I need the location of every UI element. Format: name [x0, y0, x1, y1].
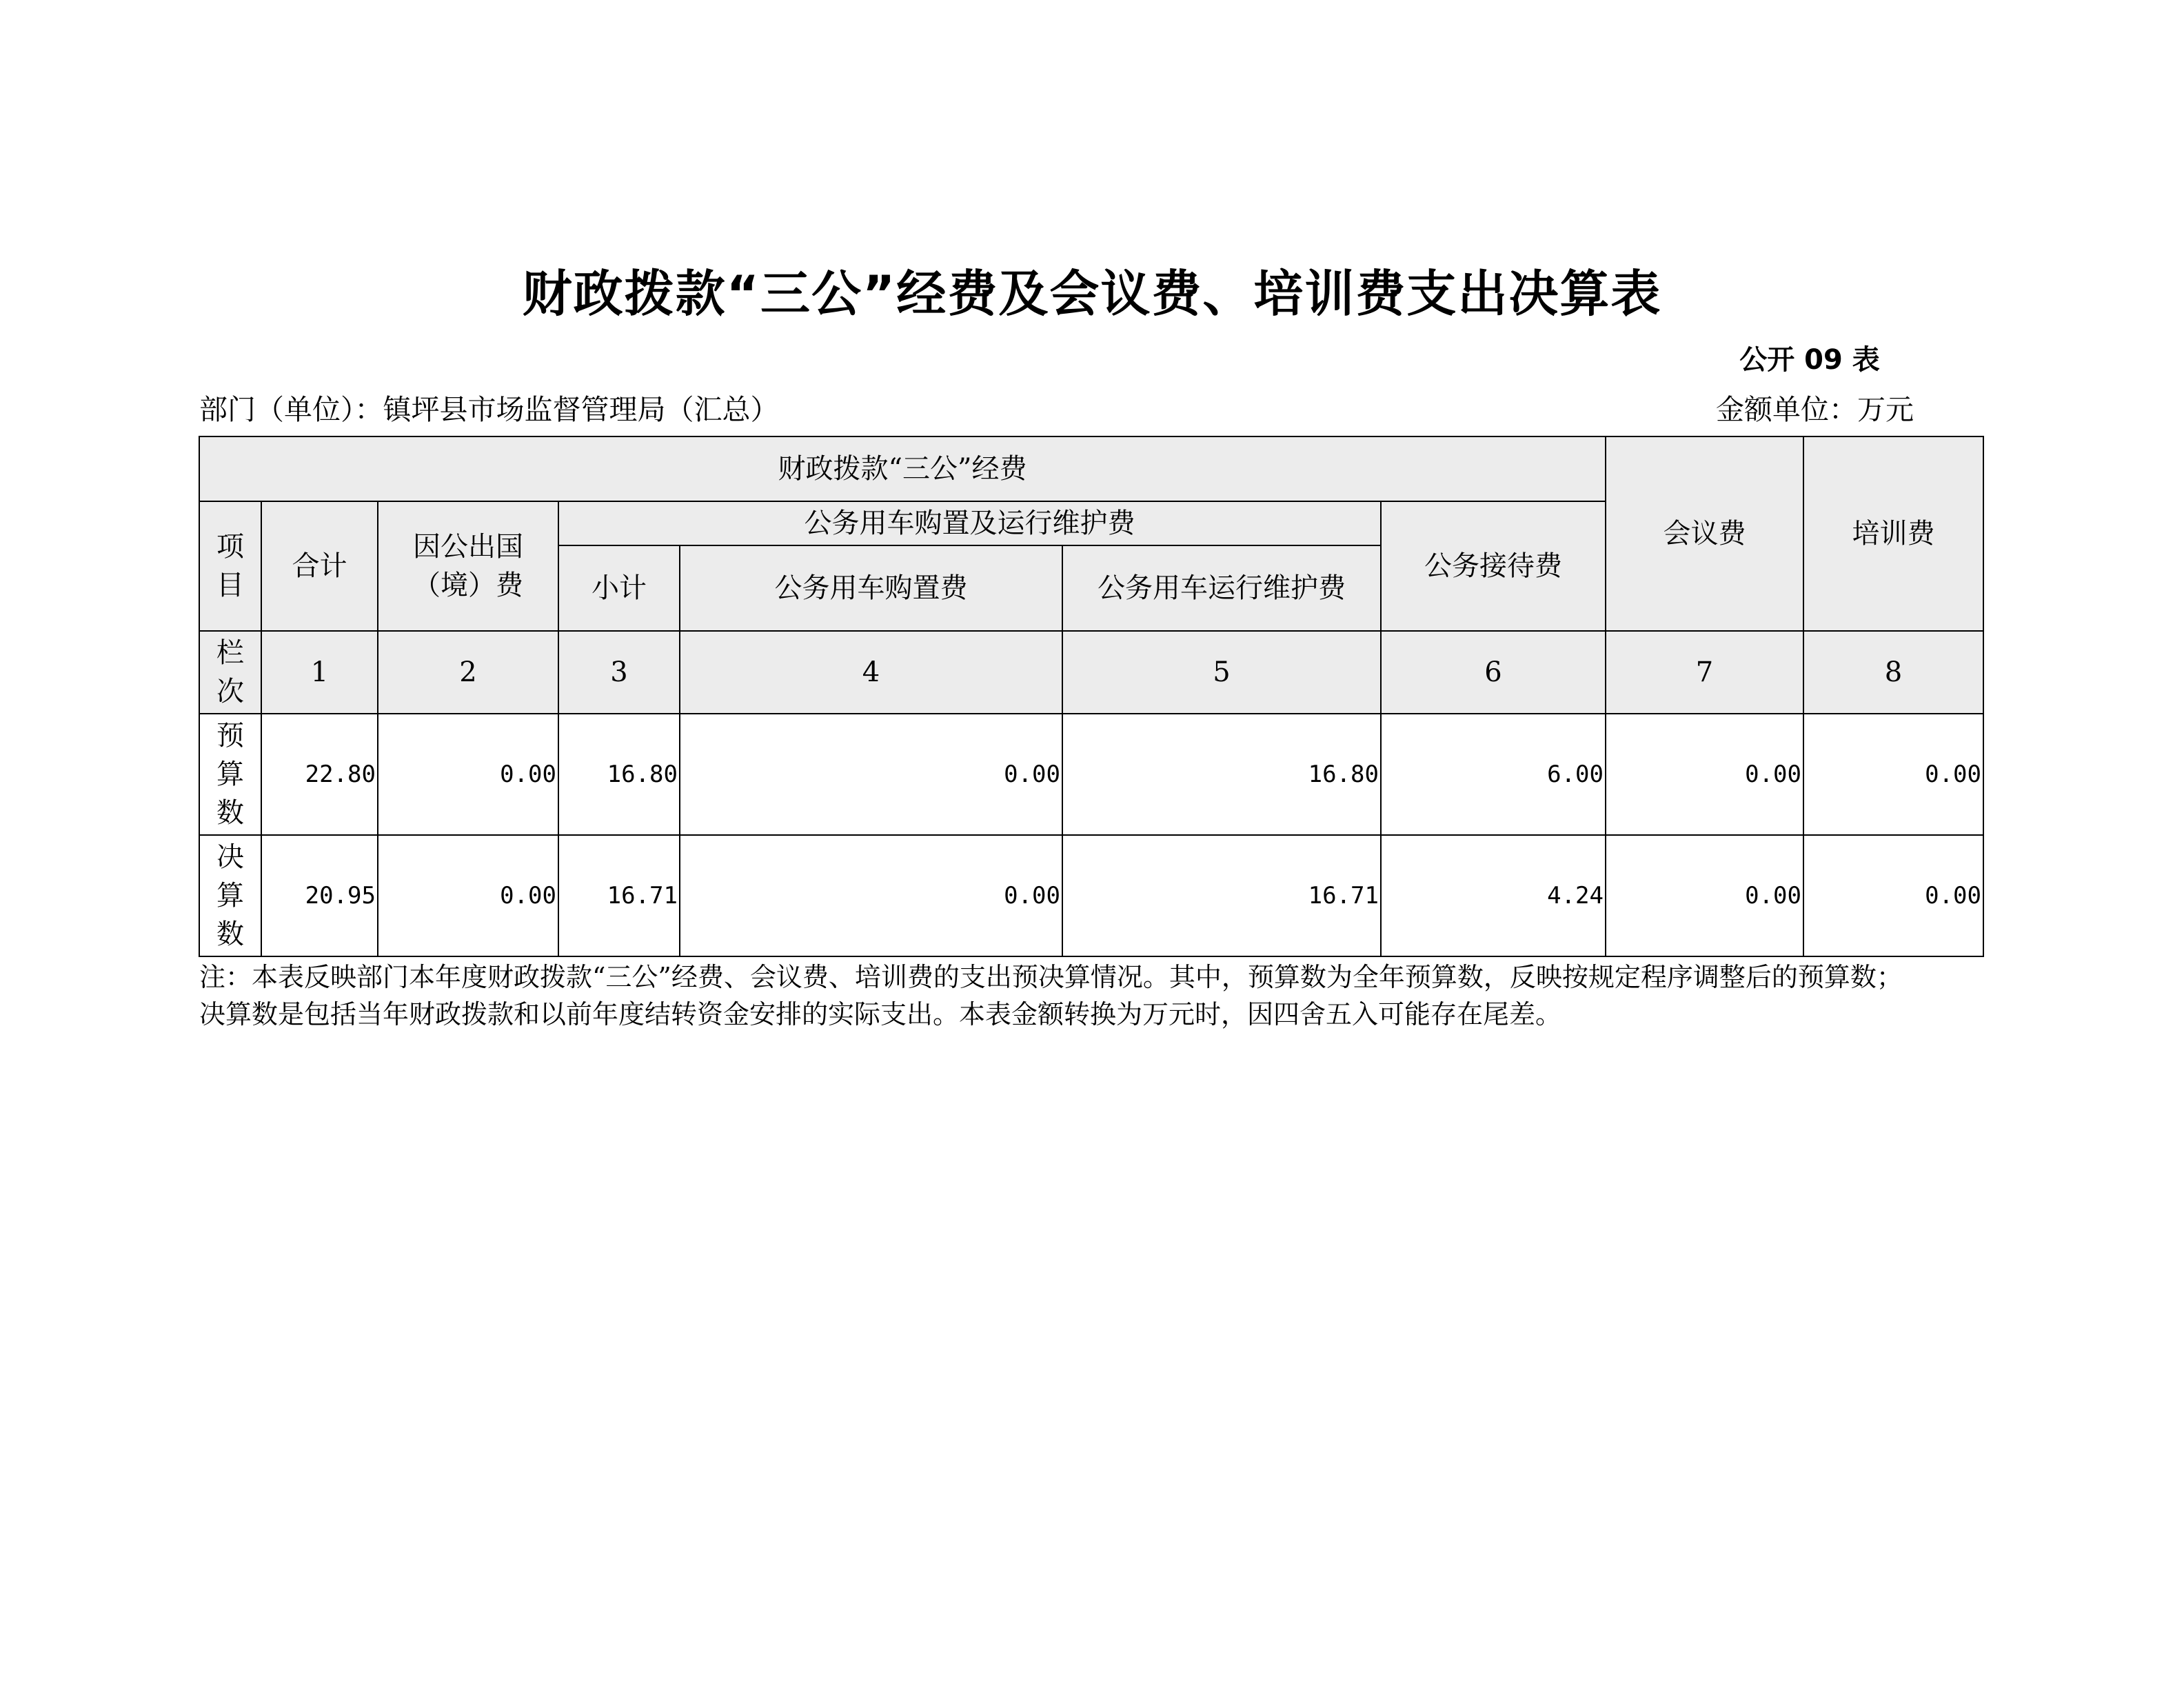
abroad-fee-header: 因公出国 （境）费 [378, 501, 558, 631]
cell-value: 16.71 [558, 835, 680, 956]
column-number: 5 [1062, 631, 1381, 714]
column-number-label: 栏 次 [199, 631, 261, 714]
column-number: 8 [1803, 631, 1983, 714]
header-row-1 [199, 436, 1983, 501]
cell-value: 22.80 [261, 714, 378, 835]
subtotal-header: 小计 [558, 545, 680, 631]
column-number: 7 [1606, 631, 1803, 714]
cell-value: 16.80 [558, 714, 680, 835]
footnote-line: 决算数是包括当年财政拨款和以前年度结转资金安排的实际支出。本表金额转换为万元时，因四舍五入可能存在尾差。 [199, 999, 1562, 1029]
item-header: 项 目 [199, 501, 261, 631]
column-number: 1 [261, 631, 378, 714]
cell-value: 0.00 [1606, 835, 1803, 956]
budget-table [199, 436, 1984, 957]
vehicle-group-header: 公务用车购置及运行维护费 [558, 501, 1381, 545]
cell-value: 0.00 [1803, 714, 1983, 835]
reception-fee-header: 公务接待费 [1381, 501, 1606, 631]
page-title: 财政拨款“三公”经费及会议费、培训费支出决算表 [522, 265, 1662, 323]
cell-value: 16.71 [1062, 835, 1381, 956]
column-number: 6 [1381, 631, 1606, 714]
cell-value: 0.00 [1606, 714, 1803, 835]
column-number: 4 [680, 631, 1062, 714]
row-label-final: 决 算 数 [199, 835, 261, 956]
cell-value: 16.80 [1062, 714, 1381, 835]
cell-value: 0.00 [680, 835, 1062, 956]
cell-value: 0.00 [378, 835, 558, 956]
column-number-row [199, 631, 1983, 714]
footnote-line: 注：本表反映部门本年度财政拨款“三公”经费、会议费、培训费的支出预决算情况。其中，预算数为全年预算数，反映按规定程序调整后的预算数； [199, 962, 1903, 992]
three-public-header: 财政拨款“三公”经费 [199, 436, 1606, 501]
department-label: 部门（单位）：镇坪县市场监督管理局（汇总） [199, 393, 779, 426]
footnote [199, 958, 2005, 1033]
row-label-budget: 预 算 数 [199, 714, 261, 835]
total-header: 合计 [261, 501, 378, 631]
column-number: 2 [378, 631, 558, 714]
table-row-final [199, 835, 1983, 956]
meeting-fee-header: 会议费 [1606, 436, 1803, 631]
cell-value: 20.95 [261, 835, 378, 956]
form-number: 公开 09 表 [1739, 344, 1880, 376]
vehicle-purchase-header: 公务用车购置费 [680, 545, 1062, 631]
cell-value: 4.24 [1381, 835, 1606, 956]
table-row-budget [199, 714, 1983, 835]
training-fee-header: 培训费 [1803, 436, 1983, 631]
amount-unit-label: 金额单位：万元 [1716, 393, 1914, 426]
column-number: 3 [558, 631, 680, 714]
cell-value: 0.00 [1803, 835, 1983, 956]
vehicle-maintenance-header: 公务用车运行维护费 [1062, 545, 1381, 631]
cell-value: 0.00 [680, 714, 1062, 835]
cell-value: 0.00 [378, 714, 558, 835]
cell-value: 6.00 [1381, 714, 1606, 835]
